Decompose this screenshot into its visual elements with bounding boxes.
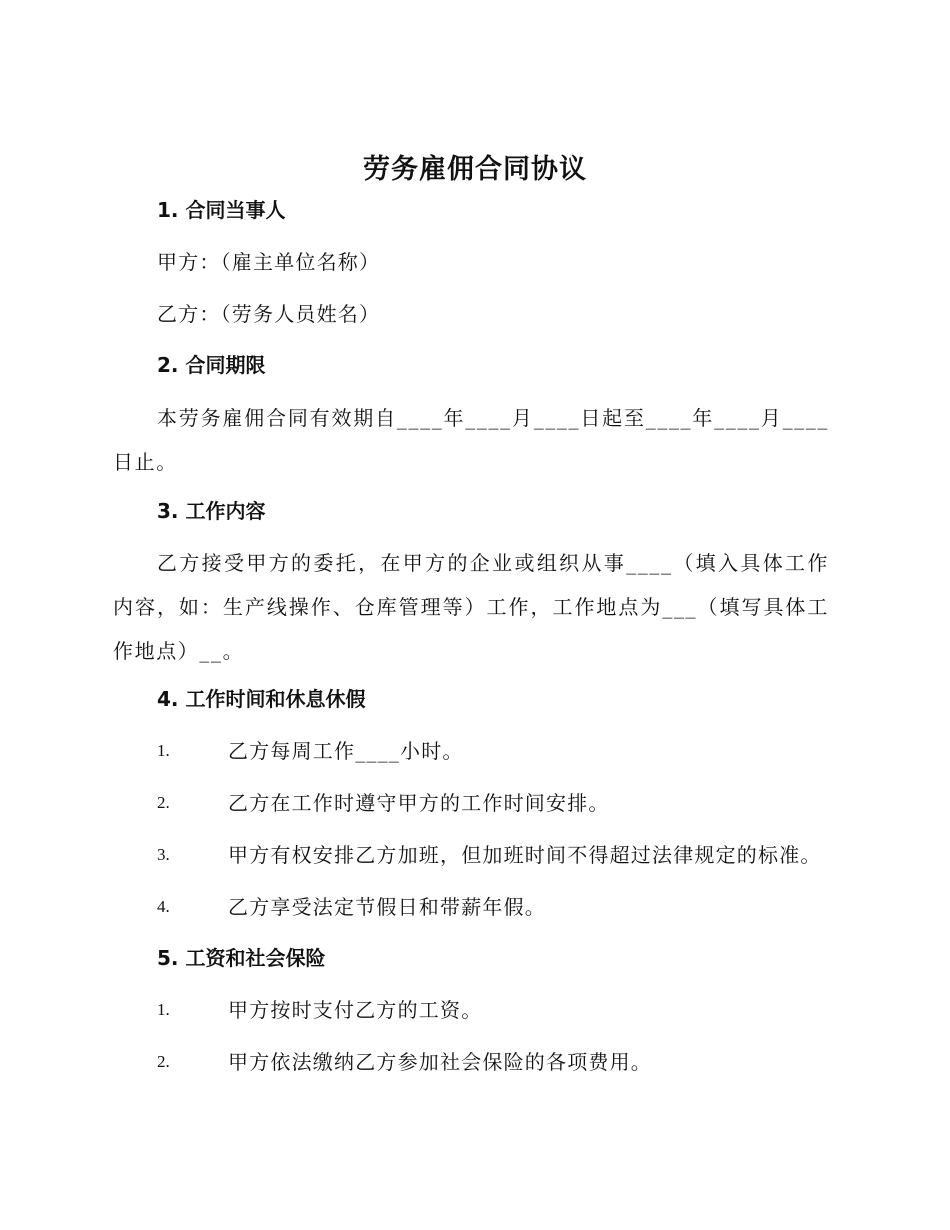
section-heading-work-content: 3. 工作内容 [157,499,266,523]
term-paragraph: 本劳务雇佣合同有效期自____年____月____日起至____年____月____日止。 [113,406,829,474]
list-item-text: 甲方依法缴纳乙方参加社会保险的各项费用。 [228,1050,652,1074]
section-heading-parties: 1. 合同当事人 [157,198,286,222]
list-item-number: 2. [157,793,170,812]
list-item-text: 乙方在工作时遵守甲方的工作时间安排。 [228,791,610,815]
list-item-number: 4. [157,897,170,916]
list-item-number: 2. [157,1052,170,1071]
list-item-text: 乙方每周工作____小时。 [228,739,464,763]
party-a-line: 甲方：（雇主单位名称） [157,250,381,274]
party-b-line: 乙方：（劳务人员姓名） [157,302,381,326]
list-item-text: 乙方享受法定节假日和带薪年假。 [228,895,546,919]
section-heading-work-hours: 4. 工作时间和休息休假 [157,687,366,711]
section-heading-term: 2. 合同期限 [157,353,266,377]
work-content-paragraph: 乙方接受甲方的委托，在甲方的企业或组织从事____（填入具体工作内容，如：生产线操作、仓库管理等）工作，工作地点为___（填写具体工作地点）__。 [113,551,829,663]
list-item-text: 甲方有权安排乙方加班，但加班时间不得超过法律规定的标准。 [228,843,822,867]
document-title: 劳务雇佣合同协议 [363,154,587,185]
list-item-number: 1. [157,741,170,760]
list-item-number: 3. [157,845,170,864]
list-item-text: 甲方按时支付乙方的工资。 [228,998,483,1022]
list-item-number: 1. [157,1000,170,1019]
section-heading-wages: 5. 工资和社会保险 [157,946,326,970]
